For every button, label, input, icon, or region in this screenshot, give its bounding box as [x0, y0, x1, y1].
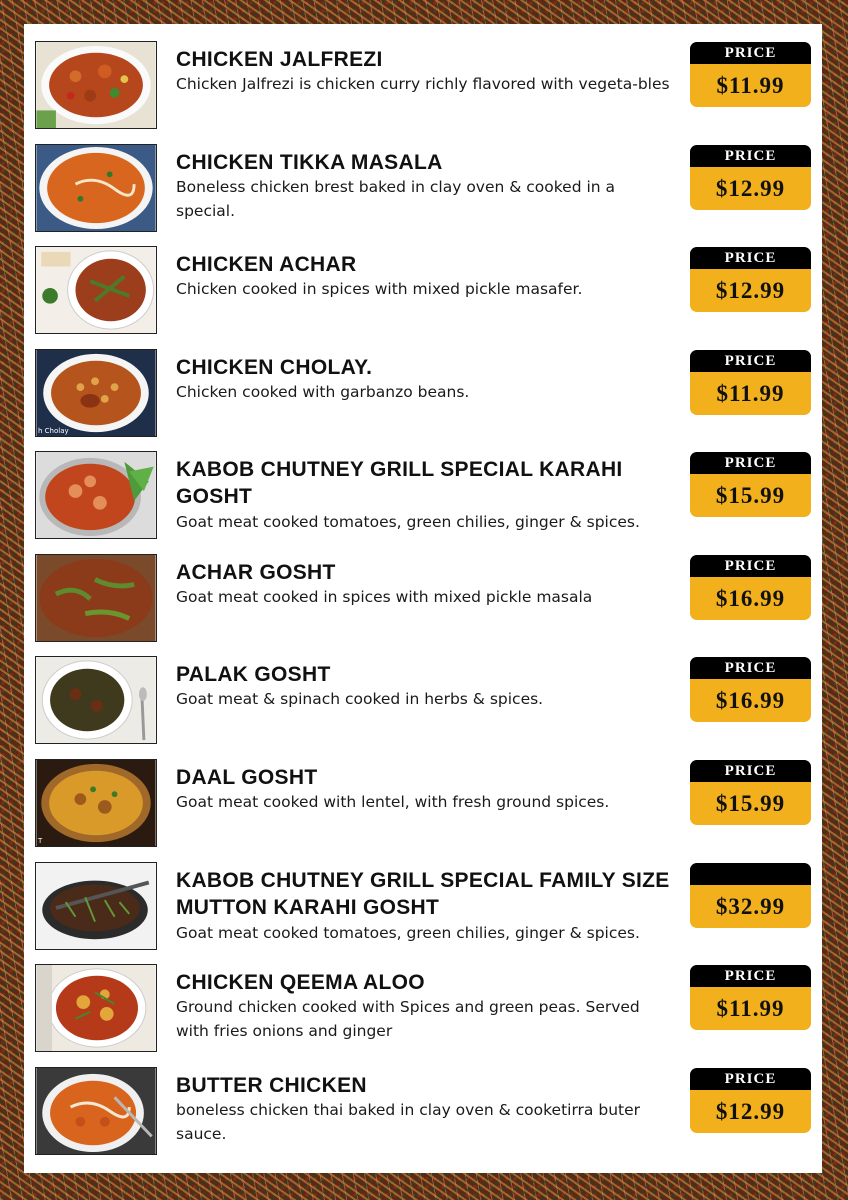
dish-description: Goat meat cooked tomatoes, green chilies, ginger & spices.: [176, 924, 640, 942]
dish-description: boneless chicken thai baked in clay oven & cooketirra buter sauce.: [176, 1101, 641, 1143]
price-label: PRICE: [690, 965, 811, 987]
price-tag: [690, 657, 811, 722]
dish-photo: [35, 759, 157, 847]
dish-photo: [35, 41, 157, 129]
price-value: $32.99: [715, 894, 786, 919]
dish-photo: [35, 964, 157, 1052]
menu-item: [24, 947, 822, 1047]
price-tag: [690, 145, 811, 210]
dish-photo: [35, 656, 157, 744]
dish-photo: [35, 349, 157, 437]
dish-description: Goat meat & spinach cooked in herbs & spices.: [176, 690, 544, 708]
dish-name: BUTTER CHICKEN: [176, 1074, 367, 1097]
dish-name: ACHAR GOSHT: [176, 561, 336, 584]
price-tag: [690, 452, 811, 517]
price-label: PRICE: [690, 145, 811, 167]
dish-photo: [35, 554, 157, 642]
price-tag: [690, 760, 811, 825]
dish-description: Chicken Jalfrezi is chicken curry richly flavored with vegeta-bles: [176, 75, 670, 93]
dish-name: CHICKEN TIKKA MASALA: [176, 151, 443, 174]
menu-item: [24, 742, 822, 845]
menu-item: [24, 229, 822, 329]
price-value: $11.99: [716, 381, 785, 406]
dish-name: CHICKEN ACHAR: [176, 253, 357, 276]
dish-name: KABOB CHUTNEY GRILL SPECIAL FAMILY SIZE MUTTON KARAHI GOSHT: [176, 869, 670, 919]
price-tag: [690, 42, 811, 107]
dish-description: Boneless chicken brest baked in clay oven & cooked in a special.: [176, 178, 616, 220]
price-value: $12.99: [715, 1099, 786, 1124]
dish-name: KABOB CHUTNEY GRILL SPECIAL KARAHI GOSHT: [176, 458, 623, 508]
menu-item: [24, 845, 822, 945]
price-tag: [690, 555, 811, 620]
price-tag: [690, 1068, 811, 1133]
dish-name: CHICKEN JALFREZI: [176, 48, 383, 71]
dish-description: Ground chicken cooked with Spices and green peas. Served with fries onions and ginger: [176, 998, 640, 1040]
price-label: PRICE: [690, 42, 811, 64]
menu-item: [24, 537, 822, 637]
price-value: $11.99: [716, 73, 785, 98]
dish-photo: [35, 246, 157, 334]
price-value: $16.99: [715, 688, 786, 713]
dish-photo: [35, 451, 157, 539]
price-label: PRICE: [690, 760, 811, 782]
price-tag: [690, 965, 811, 1030]
dish-description: Goat meat cooked with lentel, with fresh ground spices.: [176, 793, 610, 811]
dish-description: Goat meat cooked tomatoes, green chilies, ginger & spices.: [176, 513, 640, 531]
menu-item: [24, 127, 822, 227]
price-tag: [690, 247, 811, 312]
price-label: PRICE: [690, 1068, 811, 1090]
dish-description: Chicken cooked in spices with mixed pickle masafer.: [176, 280, 583, 298]
photo-caption: T: [38, 837, 43, 845]
photo-caption: h Cholay: [38, 427, 69, 435]
price-value: $15.99: [715, 791, 786, 816]
price-value: $12.99: [715, 278, 786, 303]
price-label: PRICE: [690, 247, 811, 269]
price-label: PRICE: [690, 657, 811, 679]
price-label: [690, 863, 811, 885]
dish-description: Chicken cooked with garbanzo beans.: [176, 383, 470, 401]
dish-name: CHICKEN CHOLAY.: [176, 356, 373, 379]
menu-item: [24, 639, 822, 739]
menu-item: [24, 1050, 822, 1150]
dish-name: PALAK GOSHT: [176, 663, 331, 686]
menu-item: [24, 434, 822, 534]
price-tag: [690, 350, 811, 415]
dish-photo: [35, 144, 157, 232]
price-value: $12.99: [715, 176, 786, 201]
dish-name: CHICKEN QEEMA ALOO: [176, 971, 425, 994]
dish-photo: [35, 1067, 157, 1155]
dish-description: Goat meat cooked in spices with mixed pickle masala: [176, 588, 593, 606]
price-label: PRICE: [690, 555, 811, 577]
price-tag: [690, 863, 811, 928]
price-value: $11.99: [716, 996, 785, 1021]
price-label: PRICE: [690, 350, 811, 372]
dish-name: DAAL GOSHT: [176, 766, 318, 789]
menu-page: [24, 24, 822, 1173]
menu-item: [24, 24, 822, 124]
menu-item: [24, 332, 822, 435]
dish-photo: [35, 862, 157, 950]
price-value: $16.99: [715, 586, 786, 611]
price-value: $15.99: [715, 483, 786, 508]
price-label: PRICE: [690, 452, 811, 474]
